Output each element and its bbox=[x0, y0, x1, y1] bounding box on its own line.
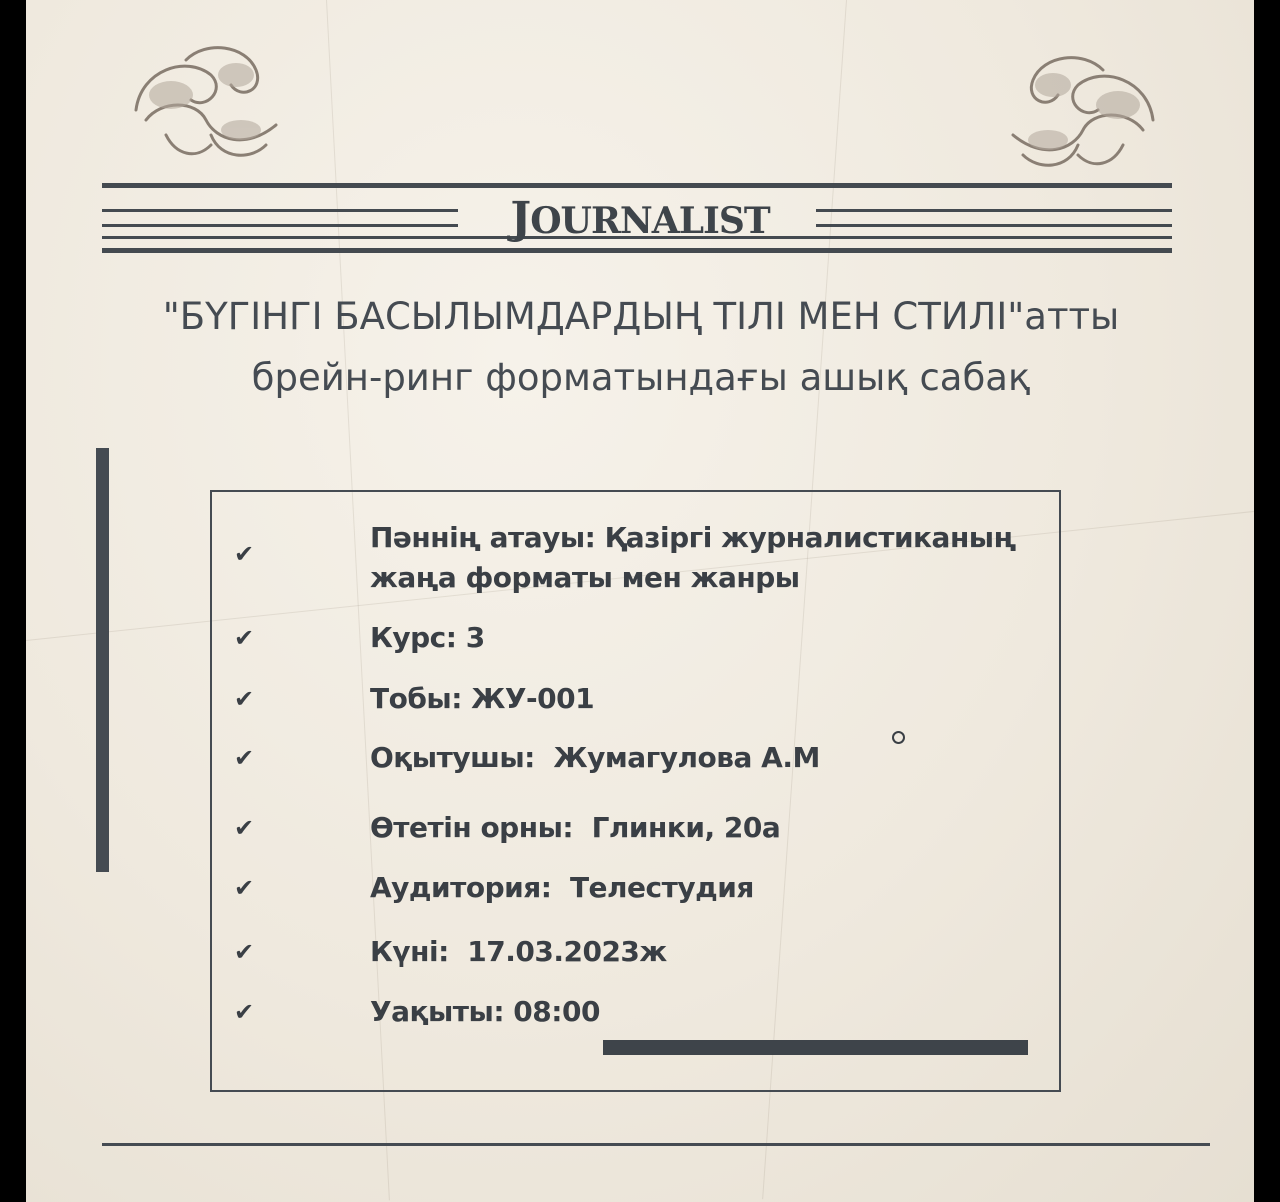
detail-text: Күні: 17.03.2023ж bbox=[370, 935, 667, 968]
checkmark-icon: ✔ bbox=[234, 998, 255, 1026]
masthead-rule-bottom bbox=[102, 248, 1172, 253]
checkmark-icon: ✔ bbox=[234, 624, 255, 652]
bottom-rule bbox=[102, 1143, 1210, 1146]
checkmark-icon: ✔ bbox=[234, 814, 255, 842]
checkmark-icon: ✔ bbox=[234, 685, 255, 713]
checkmark-icon: ✔ bbox=[234, 744, 255, 772]
circle-icon bbox=[892, 731, 905, 744]
detail-text: Өтетін орны: Глинки, 20а bbox=[370, 811, 781, 844]
detail-text: Оқытушы: Жумагулова А.М bbox=[370, 741, 820, 774]
side-accent-bar bbox=[96, 448, 109, 872]
baroque-leaf-ornament-icon bbox=[126, 40, 291, 165]
checkmark-icon: ✔ bbox=[234, 938, 255, 966]
detail-text: Аудитория: Телестудия bbox=[370, 871, 754, 904]
checkmark-icon: ✔ bbox=[234, 874, 255, 902]
masthead-initial: J bbox=[510, 193, 531, 244]
baroque-leaf-ornament-icon bbox=[998, 50, 1163, 175]
checkmark-icon: ✔ bbox=[234, 540, 255, 568]
masthead-logo bbox=[26, 193, 1254, 244]
masthead-rule-top bbox=[102, 183, 1172, 188]
detail-text: Тобы: ЖУ-001 bbox=[370, 682, 595, 715]
poster bbox=[26, 0, 1254, 1202]
detail-text: Уақыты: 08:00 bbox=[370, 995, 600, 1028]
accent-bar bbox=[603, 1040, 1028, 1055]
detail-text: Курс: 3 bbox=[370, 621, 485, 654]
page-title: "БҮГІНГІ БАСЫЛЫМДАРДЫҢ ТІЛІ МЕН СТИЛІ"атты брейн-ринг форматындағы ашық сабақ bbox=[162, 295, 1120, 399]
detail-text: Пәннің атауы: Қазіргі журналистиканың жаңа форматы мен жанры bbox=[370, 521, 1016, 594]
details-box bbox=[210, 490, 1061, 1092]
masthead-text: OURNALIST bbox=[530, 200, 770, 242]
